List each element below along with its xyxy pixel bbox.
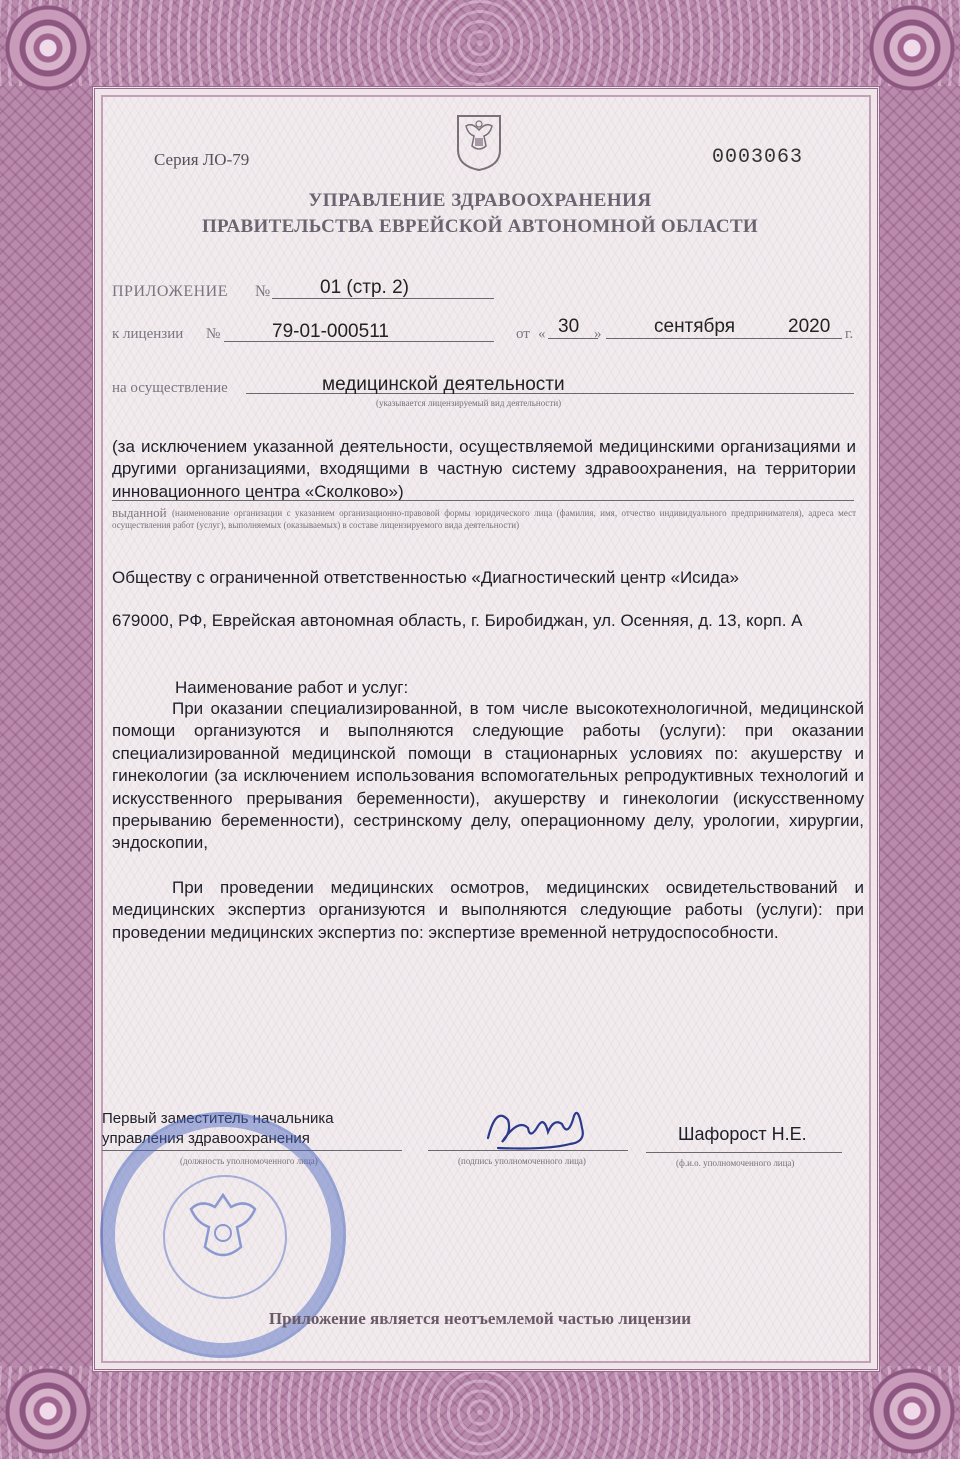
services-paragraph-1: При оказании специализированной, в том числе высокотехнологичной, медицинской помощи организуются и выполняются следующие работы (услуги): при оказании специализированной медицинской помощи в стационарных условиях по: акушерству и гинекологии (за исключением использования вспомогательных репродуктивных технологий и искусственного прерывания беременности), акушерству и гинекологии (искусственному прерыванию беременности), сестринскому делу, операционному делу, урологии, хирургии, эндоскопии, [112,699,864,853]
name-underline [646,1152,842,1153]
date-quote-open: « [538,326,546,342]
exclusion-underline [112,500,854,501]
activity-label: на осуществление [112,380,228,396]
date-from-label: от [516,326,530,342]
license-value: 79-01-000511 [272,321,389,342]
signatory-position-line1: Первый заместитель начальника [102,1110,334,1127]
appendix-value: 01 (стр. 2) [320,277,409,298]
date-quote-close: » [594,326,602,342]
name-caption: (ф.и.о. уполномоченного лица) [676,1158,795,1168]
coat-of-arms-icon [454,112,504,172]
exclusion-text: (за исключением указанной деятельности, осуществляемой медицинскими организациями и другими организациями, входящими в частную систему здравоохранения, на территории инновационного центра «Сколково») [112,437,856,501]
date-day-underline [548,338,598,339]
signature-underline [428,1150,628,1151]
organization-name: Обществу с ограниченной ответственностью «Диагностический центр «Исида» [112,568,739,587]
appendix-label: ПРИЛОЖЕНИЕ [112,283,229,300]
handwritten-signature [478,1098,598,1158]
date-year: 2020 [788,316,831,337]
services-heading: Наименование работ и услуг: [175,678,409,697]
issuer-title-line2: ПРАВИТЕЛЬСТВА ЕВРЕЙСКОЙ АВТОНОМНОЙ ОБЛАСТИ [201,216,759,237]
activity-caption: (указывается лицензируемый вид деятельности) [376,398,562,408]
signatory-position-line2: управления здравоохранения [102,1130,310,1147]
date-day: 30 [558,316,580,337]
issued-caption: (наименование организации с указанием организационно-правовой формы юридического лица (фамилия, имя, отчество индивидуального предпринимателя), адреса мест осуществления работ (услуг), выполняемых (оказываемых) в составе лицензируемого вида деятельности) [112,508,856,530]
date-month-underline [606,338,842,339]
license-label: к лицензии [112,326,184,342]
services-paragraph-2: При проведении медицинских осмотров, медицинских освидетельствований и медицинских экспертиз организуются и выполняются следующие работы (услуги): при проведении медицинских экспертиз по: экспертизе временной нетрудоспособности. [112,878,864,942]
date-year-suffix: г. [845,326,854,342]
series-label: Серия ЛО-79 [154,150,250,169]
seal-eagle-icon [175,1183,271,1283]
activity-value: медицинской деятельности [322,374,565,395]
footer-note: Приложение является неотъемлемой частью лицензии [268,1309,692,1328]
organization-address: 679000, РФ, Еврейская автономная область, г. Биробиджан, ул. Осенняя, д. 13, корп. А [112,611,803,630]
license-number-sign: № [206,326,221,342]
position-caption: (должность уполномоченного лица) [180,1156,318,1166]
appendix-number-sign: № [255,283,271,300]
issuer-title-line1: УПРАВЛЕНИЕ ЗДРАВООХРАНЕНИЯ [308,190,652,211]
signature-caption: (подпись уполномоченного лица) [458,1156,586,1166]
issued-label: выданной [112,505,167,520]
form-number: 0003063 [712,146,804,169]
date-month: сентября [654,316,736,337]
signatory-name: Шафорост Н.Е. [678,1124,807,1144]
